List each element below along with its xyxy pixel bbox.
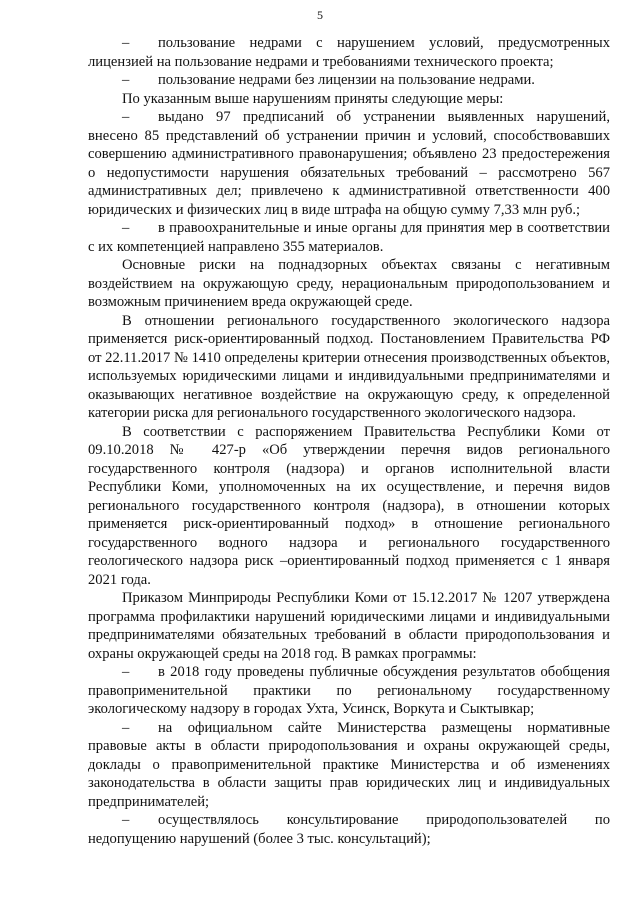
list-item-text: в 2018 году проведены публичные обсуждения результатов обобщения правоприменительной практики по региональному государственному экологическому надзору в городах Ухта, Усинск, Воркута и Сыктывкар; <box>88 664 610 717</box>
paragraph-ministry-order: Приказом Минприроды Республики Коми от 15.12.2017 № 1207 утверждена программа профилактики нарушений юридическими лицами и индивидуальными предпринимателями обязательных требований в области природопользования и охраны окружающей среды на 2018 год. В рамках программы: <box>88 590 610 662</box>
dash-bullet: – <box>122 35 130 51</box>
dash-bullet: – <box>122 664 130 680</box>
paragraph-risk-approach: В отношении регионального государственного экологического надзора применяется риск-ориентированный подход. Постановлением Правительства РФ от 22.11.2017 № 1410 определены критерии отнесения производственных объектов, используемых юридическими лицами и индивидуальными предпринимателями и оказывающих негативное воздействие на окружающую среду, к определенной категории риска для регионального государственного экологического надзора. <box>88 312 610 421</box>
list-item-text: пользование недрами без лицензии на пользование недрами. <box>158 72 535 88</box>
paragraph-main-risks: Основные риски на поднадзорных объектах связаны с негативным воздействием на окружающую среду, нерациональным природопользованием и возможным причинением вреда окружающей среде. <box>88 257 610 310</box>
paragraph-government-order: В соответствии с распоряжением Правительства Республики Коми от 09.10.2018 № 427-р «Об утверждении перечня видов регионального государственного контроля (надзора) и органов исполнительной власти Республики Коми, уполномоченных на их осуществление, и перечня видов регионального государственного контроля (надзора), в отношении которых применяется риск-ориентированный подход» в отношение регионального государственного водного надзора и регионального государственного геологического надзора риск –ориентированный подход применяется с 1 января 2021 года. <box>88 423 610 588</box>
page-number: 5 <box>317 8 323 22</box>
paragraph-measures-intro: По указанным выше нарушениям приняты следующие меры: <box>122 90 504 107</box>
list-item-prescriptions <box>88 108 610 219</box>
list-item-text: в правоохранительные и иные органы для принятия мер в соответствии с их компетенцией направлено 355 материалов. <box>88 220 610 255</box>
list-item-text: выдано 97 предписаний об устранении выявленных нарушений, внесено 85 представлений об устранении причин и условий, способствовавших совершению административного правонарушения; объявлено 23 предостережения о недопустимости нарушения обязательных требований – рассмотрено 567 административных дел; привлечено к административной ответственности 400 юридических и физических лиц в виде штрафа на общую сумму 7,33 млн руб.; <box>88 109 610 218</box>
dash-bullet: – <box>122 220 130 236</box>
dash-bullet: – <box>122 812 130 828</box>
list-item-consultations <box>88 811 610 848</box>
list-item-public-discussions <box>88 663 610 719</box>
dash-bullet: – <box>122 109 130 125</box>
list-item-law-enforcement <box>88 219 610 256</box>
document-body <box>88 34 610 848</box>
dash-bullet: – <box>122 719 130 736</box>
list-item-no-license <box>88 71 610 90</box>
dash-bullet: – <box>122 72 130 88</box>
list-item-text: на официальном сайте Министерства размещены нормативные правовые акты в области природопользования и охраны окружающей среды, доклады о правоприменительной практике Министерства и об изменениях законодательства в области защиты прав юридических лиц и индивидуальных предпринимателей; <box>88 719 610 810</box>
list-item-text: пользование недрами с нарушением условий, предусмотренных лицензией на пользование недрами и требованиями технического проекта; <box>88 35 610 70</box>
list-item-website-publications <box>88 719 610 812</box>
list-item-license-violation <box>88 34 610 71</box>
list-item-text: осуществлялось консультирование природопользователей по недопущению нарушений (более 3 тыс. консультаций); <box>88 812 610 847</box>
